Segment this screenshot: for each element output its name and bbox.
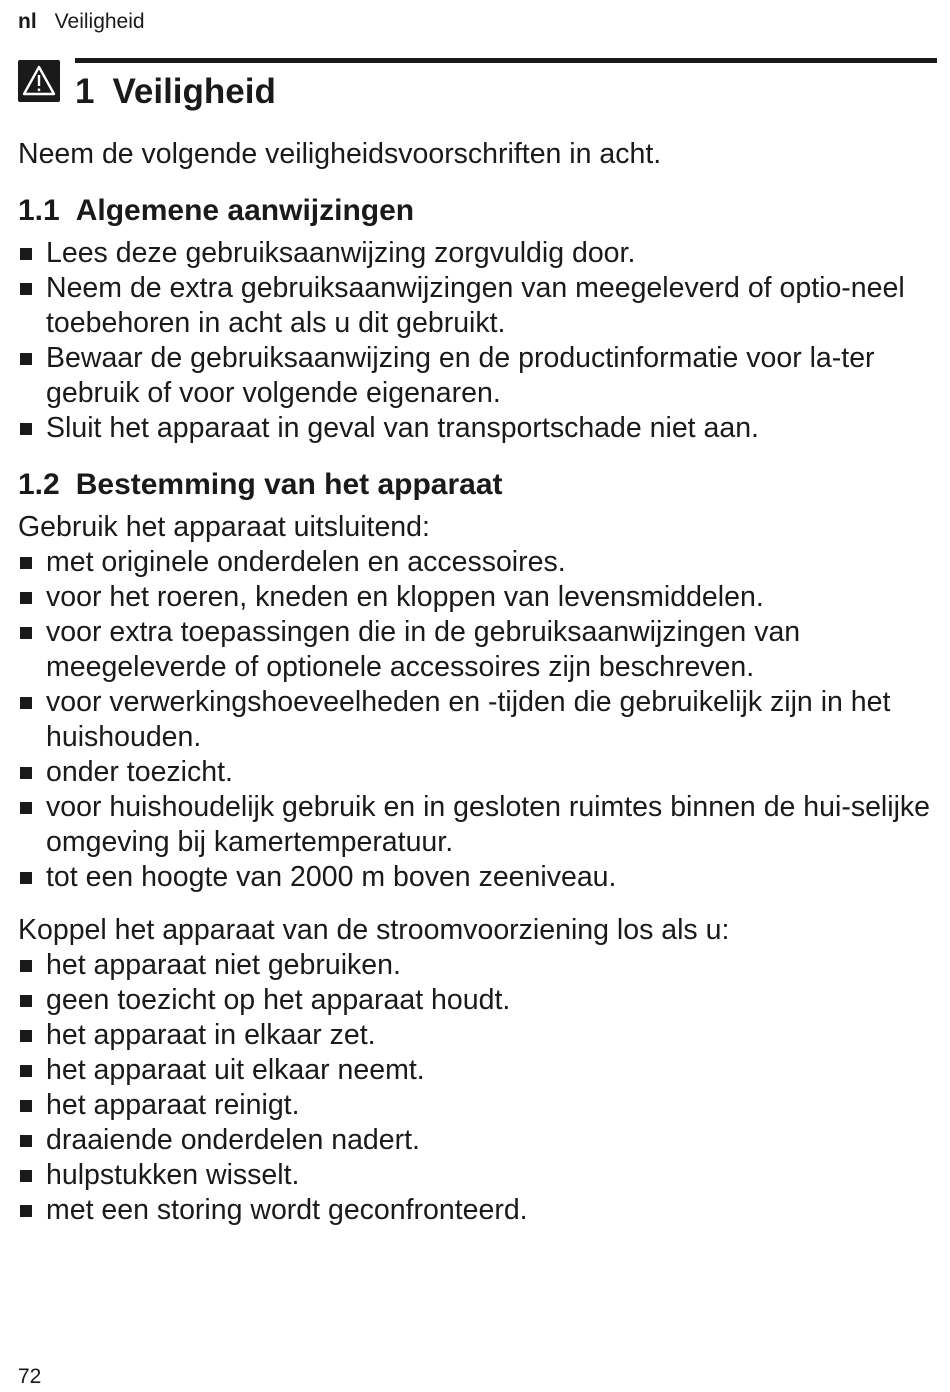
section-heading-intended-use <box>18 466 936 504</box>
bullet-square-icon <box>20 557 32 569</box>
list-item-text: voor verwerkingshoeveelheden en -tijden die gebruikelijk zijn in het huishouden. <box>46 686 891 753</box>
list-item-text: hulpstukken wisselt. <box>46 1159 300 1191</box>
list-item <box>18 580 936 615</box>
bullet-square-icon <box>20 960 32 972</box>
bullet-square-icon <box>20 1065 32 1077</box>
bullet-square-icon <box>20 1205 32 1217</box>
list-item <box>18 1158 936 1193</box>
list-item <box>18 411 936 446</box>
list-item-text: met originele onderdelen en accessoires. <box>46 546 566 578</box>
intended-use-list <box>18 545 936 895</box>
bullet-square-icon <box>20 1100 32 1112</box>
intended-use-intro: Gebruik het apparaat uitsluitend: <box>18 511 430 543</box>
bullet-square-icon <box>20 697 32 709</box>
running-header <box>18 8 145 36</box>
bullet-square-icon <box>20 592 32 604</box>
bullet-square-icon <box>20 1135 32 1147</box>
bullet-square-icon <box>20 283 32 295</box>
header-section-title: Veiligheid <box>54 10 145 33</box>
bullet-square-icon <box>20 1170 32 1182</box>
list-item-text: met een storing wordt geconfronteerd. <box>46 1194 528 1226</box>
bullet-square-icon <box>20 995 32 1007</box>
section-heading-general <box>18 192 936 230</box>
list-item-text: het apparaat niet gebruiken. <box>46 949 401 981</box>
disconnect-list <box>18 948 936 1228</box>
list-item <box>18 341 936 411</box>
bullet-square-icon <box>20 423 32 435</box>
warning-triangle-icon <box>18 60 60 102</box>
list-item-text: het apparaat uit elkaar neemt. <box>46 1054 425 1086</box>
list-item-text: Lees deze gebruiksaanwijzing zorgvuldig door. <box>46 237 636 269</box>
list-item <box>18 1018 936 1053</box>
chapter-title-text: Veiligheid <box>112 72 276 111</box>
language-code: nl <box>18 10 37 33</box>
bullet-square-icon <box>20 627 32 639</box>
list-item-text: onder toezicht. <box>46 756 233 788</box>
section-title: Bestemming van het apparaat <box>75 468 503 501</box>
page-content <box>18 137 936 1228</box>
list-item <box>18 1123 936 1158</box>
bullet-square-icon <box>20 802 32 814</box>
chapter-number: 1 <box>75 72 95 111</box>
list-item-text: het apparaat in elkaar zet. <box>46 1019 376 1051</box>
list-item-text: geen toezicht op het apparaat houdt. <box>46 984 511 1016</box>
list-item-text: Neem de extra gebruiksaanwijzingen van meegeleverd of optio-neel toebehoren in acht als u dit gebruikt. <box>46 272 905 339</box>
bullet-square-icon <box>20 248 32 260</box>
chapter-title <box>75 70 276 114</box>
list-item <box>18 790 936 860</box>
general-instructions-list <box>18 236 936 446</box>
list-item-text: het apparaat reinigt. <box>46 1089 300 1121</box>
list-item-text: voor het roeren, kneden en kloppen van levensmiddelen. <box>46 581 764 613</box>
list-item-text: voor extra toepassingen die in de gebruiksaanwijzingen van meegeleverde of optionele accessoires zijn beschreven. <box>46 616 801 683</box>
list-item-text: Sluit het apparaat in geval van transportschade niet aan. <box>46 412 759 444</box>
section-number: 1.1 <box>18 194 60 227</box>
list-item <box>18 685 936 755</box>
bullet-square-icon <box>20 767 32 779</box>
list-item-text: Bewaar de gebruiksaanwijzing en de productinformatie voor la-ter gebruik of voor volgende eigenaren. <box>46 342 875 409</box>
header-rule <box>75 58 937 63</box>
list-item-text: draaiende onderdelen nadert. <box>46 1124 420 1156</box>
list-item <box>18 983 936 1018</box>
list-item <box>18 1193 936 1228</box>
list-item-text: voor huishoudelijk gebruik en in gesloten ruimtes binnen de hui-selijke omgeving bij kamertemperatuur. <box>46 791 931 858</box>
bullet-square-icon <box>20 1030 32 1042</box>
page-number: 72 <box>18 1365 42 1388</box>
list-item-text: tot een hoogte van 2000 m boven zeeniveau. <box>46 861 617 893</box>
list-item <box>18 860 936 895</box>
disconnect-intro: Koppel het apparaat van de stroomvoorziening los als u: <box>18 914 730 946</box>
list-item <box>18 755 936 790</box>
list-item <box>18 948 936 983</box>
list-item <box>18 1088 936 1123</box>
list-item <box>18 545 936 580</box>
list-item <box>18 236 936 271</box>
list-item <box>18 1053 936 1088</box>
section-title: Algemene aanwijzingen <box>75 194 415 227</box>
bullet-square-icon <box>20 353 32 365</box>
chapter-intro: Neem de volgende veiligheidsvoorschriften in acht. <box>18 138 662 170</box>
bullet-square-icon <box>20 872 32 884</box>
section-number: 1.2 <box>18 468 60 501</box>
list-item <box>18 615 936 685</box>
list-item <box>18 271 936 341</box>
